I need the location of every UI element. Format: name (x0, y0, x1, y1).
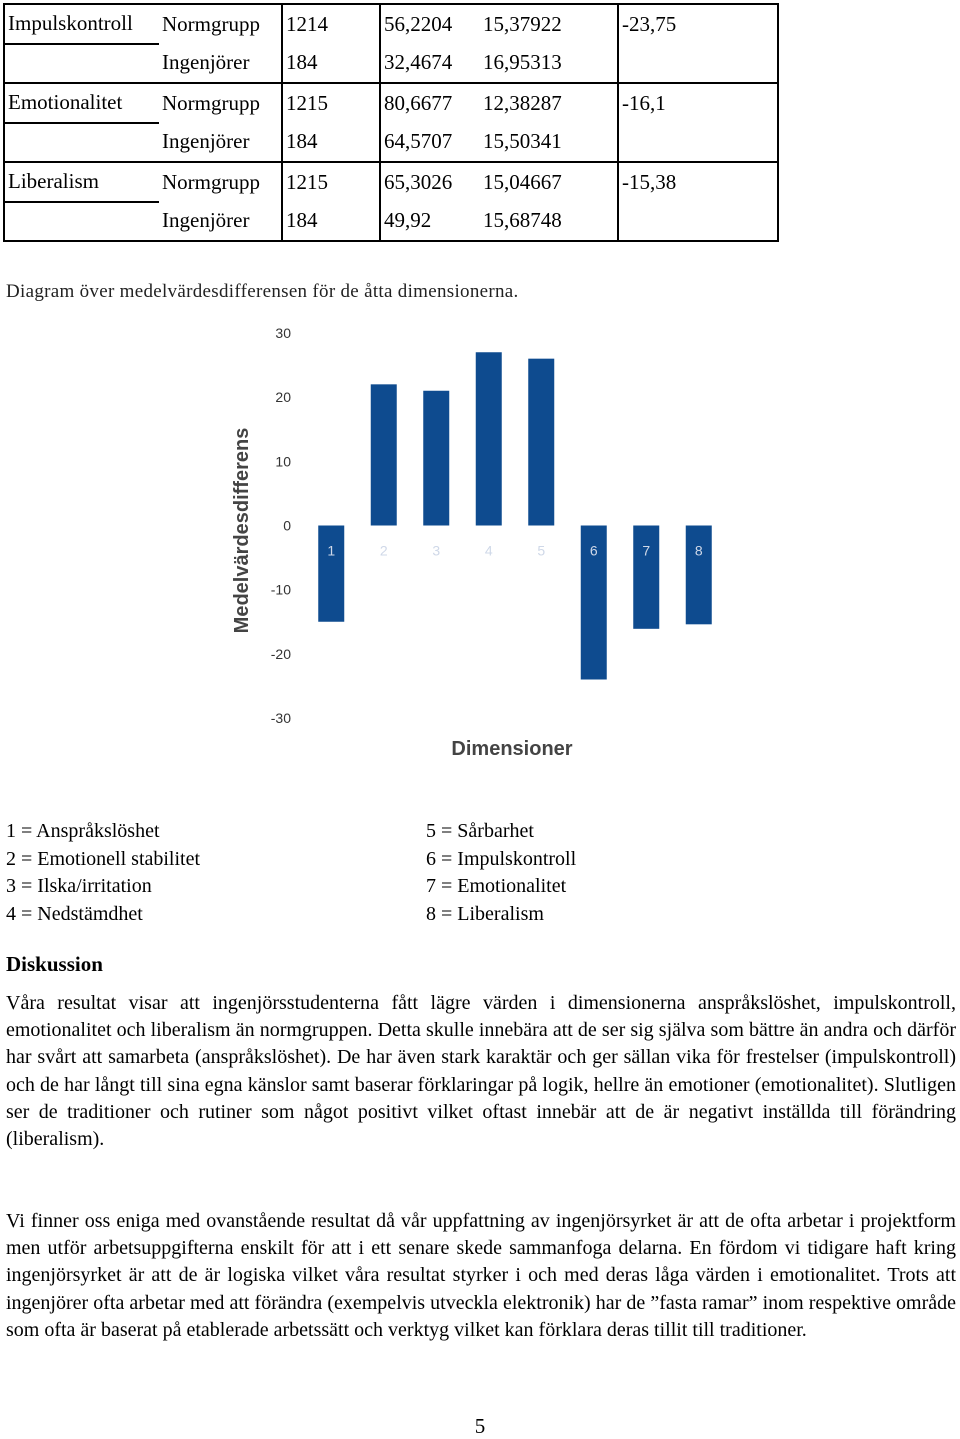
x-category-label: 6 (589, 542, 598, 559)
mean-difference-bar-chart (220, 318, 740, 768)
group-cell: Ingenjörer (162, 129, 250, 154)
difference-cell: -16,1 (618, 83, 778, 123)
page-number: 5 (474, 1414, 486, 1438)
mean-cell: 32,4674 (380, 44, 480, 84)
difference-cell (618, 202, 778, 242)
section-heading: Diskussion (6, 952, 103, 976)
table-row (4, 4, 778, 44)
n-cell: 184 (282, 202, 380, 242)
group-cell: Ingenjörer (162, 50, 250, 75)
paragraph: Vi finner oss eniga med ovanstående resultat då vår uppfattning av ingenjörsyrket är att de ofta arbetar i projektform men utför arbetsuppgifterna enskilt för att i ett senare skede sammanfoga delarna. En fördom vi tidigare haft kring ingenjörsyrket är att de är logiska vilket våra resultat styrker i och med deras låga värden i emotionalitet. Trots att ingenjörer ofta arbetar med att förändra (exempelvis utveckla elektronik) har de ”fasta ramar” inom respektive område som ofta är baserat på etablerade arbetssätt och verktyg vilket kan förklara deras tillit till traditioner. (6, 1210, 956, 1341)
legend-item: 4 = Nedstämdhet (6, 902, 143, 925)
table-row (4, 162, 778, 202)
group-cell: Normgrupp (159, 162, 282, 202)
y-axis-title: Medelvärdesdifferens (231, 427, 253, 634)
table-row (4, 83, 778, 123)
bar (423, 391, 449, 526)
y-tick-label: -20 (270, 645, 291, 662)
dimension-cell: Emotionalitet (4, 83, 159, 123)
legend-item: 2 = Emotionell stabilitet (6, 847, 201, 870)
sd-cell: 15,68748 (483, 208, 562, 233)
mean-cell: 49,92 (380, 202, 480, 242)
bar (476, 352, 502, 525)
legend-item: 1 = Anspråkslöshet (6, 820, 160, 842)
sd-cell: 16,95313 (483, 50, 562, 75)
x-category-label: 5 (537, 542, 546, 559)
sd-cell: 15,04667 (480, 162, 618, 202)
x-category-label: 3 (432, 542, 441, 559)
dimension-cell: Liberalism (4, 162, 159, 202)
n-cell: 1214 (282, 4, 380, 44)
legend-right (426, 818, 576, 928)
paragraph: Våra resultat visar att ingenjörsstudenterna fått lägre värden i dimensionerna anspråkslöshet, impulskontroll, emotionalitet och liberalism än normgruppen. Detta skulle innebära att de ser sig själva som bättre än andra och därför har svårt att samarbeta (anspråkslöshet). De har även stark karaktär och ger sällan vika för frestelser (impulskontroll) och de har långt till sina egna känslor samt baserar förklaringar på logik, hellre än emotioner (emotionalitet). Slutligen ser de traditioner och rutiner som något positivt vilket oftast innebär att de är negativt inställda till förändring (liberalism). (6, 992, 956, 1151)
n-cell: 184 (282, 44, 380, 84)
sd-cell: 15,50341 (483, 129, 562, 154)
bar (528, 359, 554, 526)
dimension-cell (4, 202, 159, 242)
mean-cell: 80,6677 (380, 83, 480, 123)
x-category-label: 4 (484, 542, 493, 559)
difference-cell (618, 123, 778, 163)
difference-cell: -23,75 (618, 4, 778, 44)
mean-cell: 65,3026 (380, 162, 480, 202)
legend-item: 3 = Ilska/irritation (6, 875, 152, 897)
legend-item: 8 = Liberalism (426, 902, 544, 925)
dimension-cell (4, 44, 159, 84)
group-cell: Normgrupp (162, 11, 260, 36)
group-cell: Normgrupp (159, 83, 282, 123)
mean-cell: 56,2204 (380, 4, 480, 44)
y-tick-label: 30 (275, 325, 291, 341)
x-category-label: 2 (379, 542, 388, 559)
x-category-label: 1 (327, 542, 336, 559)
y-tick-label: -30 (270, 710, 291, 726)
y-tick-label: 20 (275, 389, 291, 406)
mean-cell: 64,5707 (380, 123, 480, 163)
bar (371, 384, 397, 525)
bar (686, 526, 712, 625)
chart-caption: Diagram över medelvärdesdifferensen för de åtta dimensionerna. (6, 281, 519, 302)
group-cell: Ingenjörer (162, 208, 250, 233)
y-tick-label: 10 (275, 453, 291, 470)
legend-left (6, 818, 200, 928)
difference-cell: -15,38 (618, 162, 778, 202)
n-cell: 1215 (282, 162, 380, 202)
bar (318, 526, 344, 622)
x-axis-title: Dimensioner (451, 738, 573, 760)
legend-item: 5 = Sårbarhet (426, 820, 534, 842)
statistics-table (3, 3, 779, 242)
n-cell: 184 (282, 123, 380, 163)
y-tick-label: 0 (283, 517, 291, 534)
bar (633, 526, 659, 629)
dimension-cell (4, 123, 159, 163)
dimension-cell: Impulskontroll (4, 4, 159, 44)
sd-cell: 12,38287 (480, 83, 618, 123)
y-tick-label: -10 (270, 581, 291, 598)
difference-cell (618, 44, 778, 84)
legend-item: 6 = Impulskontroll (426, 847, 577, 870)
x-category-label: 8 (694, 542, 703, 559)
table-row (4, 202, 778, 242)
table-row (4, 44, 778, 84)
sd-cell: 15,37922 (483, 11, 562, 36)
legend-item: 7 = Emotionalitet (426, 875, 567, 897)
x-category-label: 7 (642, 542, 651, 559)
n-cell: 1215 (282, 83, 380, 123)
table-row (4, 123, 778, 163)
